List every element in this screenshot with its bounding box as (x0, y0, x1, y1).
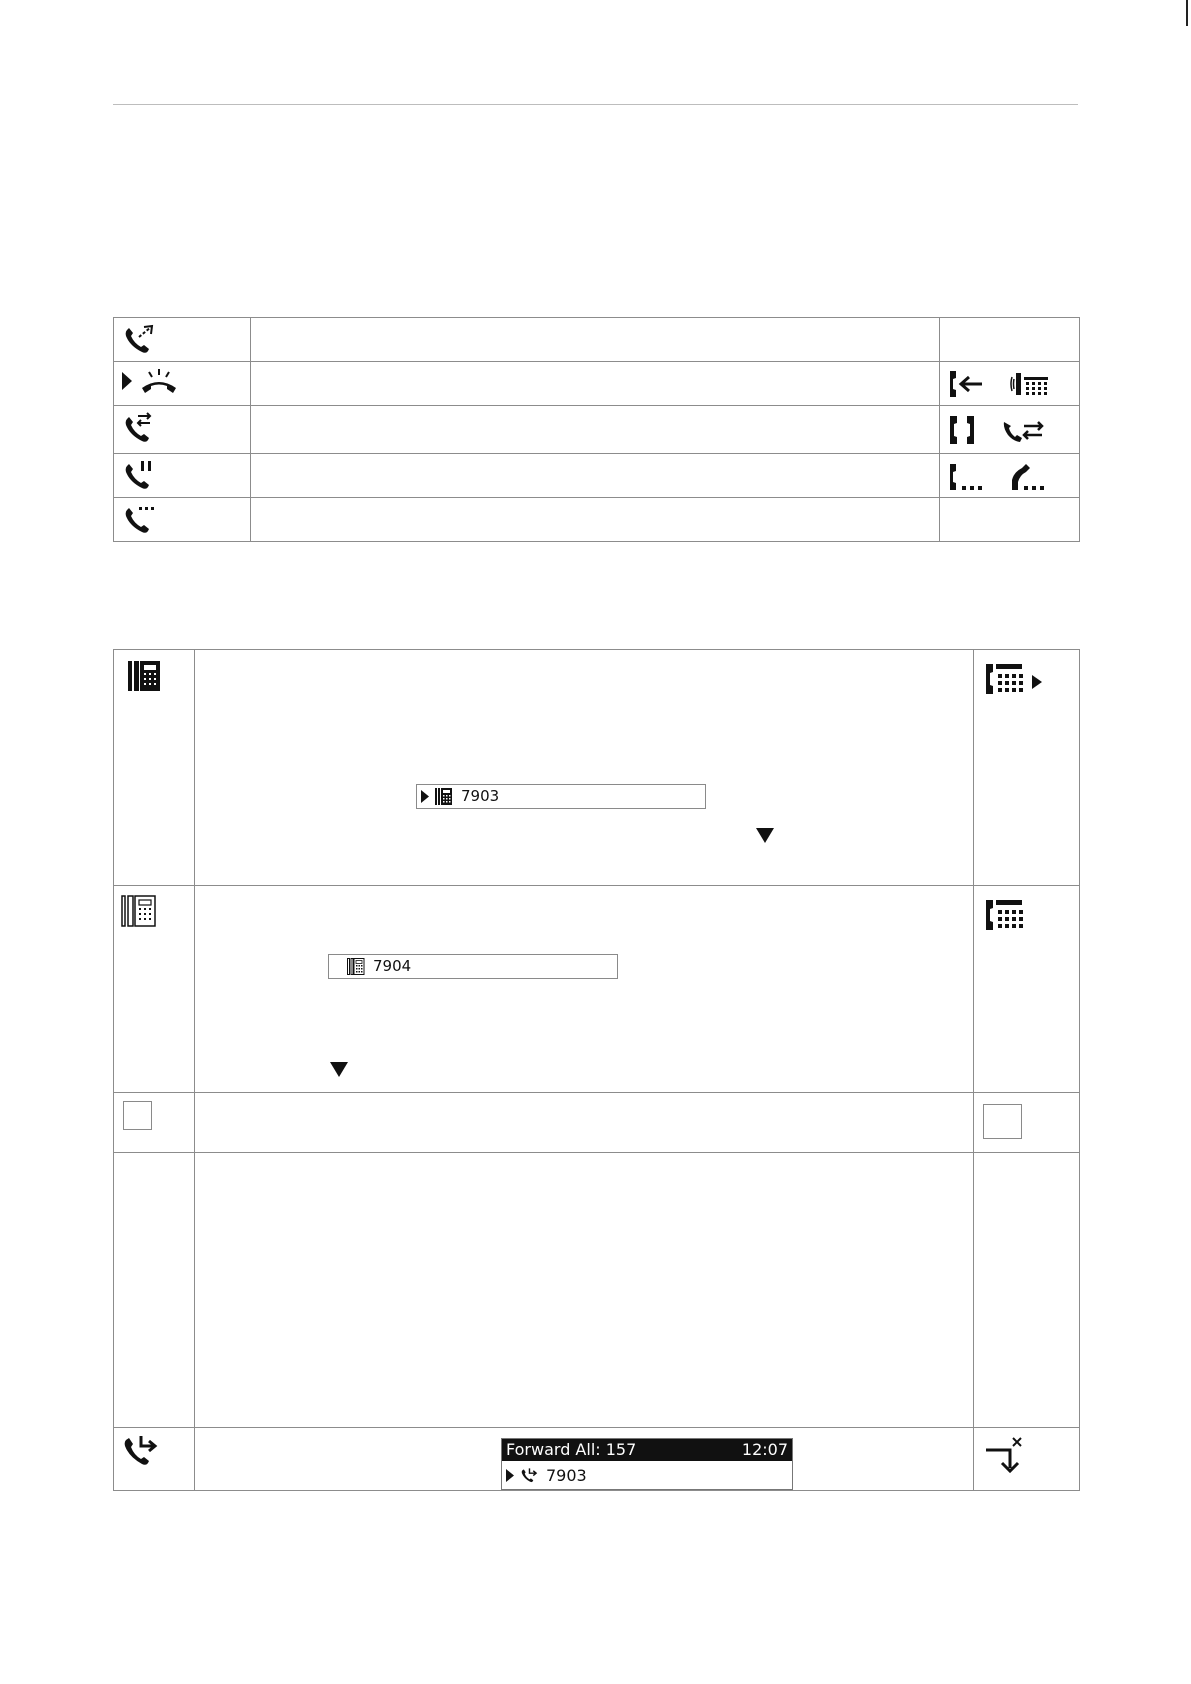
speaker-ringing-icon (1010, 371, 1050, 397)
selection-arrow-icon (421, 790, 429, 803)
alt-icon-cell (940, 362, 1080, 406)
call-on-hold-icon (122, 459, 154, 493)
scroll-down-arrow-icon (330, 1062, 348, 1077)
table-row (114, 650, 1080, 886)
icon-cell (114, 362, 251, 406)
header-rule (113, 104, 1078, 105)
selection-arrow-icon (506, 1469, 514, 1482)
call-transfer-icon (122, 412, 154, 446)
page-edge-mark (1186, 0, 1188, 26)
alt-icon-cell (940, 498, 1080, 542)
description-cell (251, 498, 940, 542)
line-number: 7904 (373, 957, 412, 975)
blank-square-icon (983, 1104, 1022, 1139)
call-forward-icon (520, 1467, 538, 1485)
icon-cell (114, 406, 251, 454)
alt-icon-cell (940, 454, 1080, 498)
table-row (114, 498, 1080, 542)
blank-line-icon (123, 1101, 152, 1130)
description-cell (251, 318, 940, 362)
forward-cancelled-icon (984, 1436, 1024, 1474)
incoming-ringing-call-icon (140, 368, 178, 396)
call-waiting-icon (122, 503, 158, 537)
handset-hold-icon (948, 462, 984, 492)
alt-icon-cell (940, 406, 1080, 454)
icon-cell (114, 1093, 195, 1153)
alt-icon-cell (974, 650, 1080, 886)
icon-cell (114, 1428, 195, 1491)
table-row (114, 362, 1080, 406)
icon-cell (114, 886, 195, 1093)
icon-cell (114, 318, 251, 362)
line-7903-screen (416, 784, 706, 809)
description-cell (195, 886, 974, 1093)
line-in-use-icon (435, 788, 453, 805)
line-in-use-icon (126, 659, 162, 693)
description-cell (195, 650, 974, 886)
clock-time: 12:07 (741, 1440, 788, 1459)
alt-icon-cell (974, 1428, 1080, 1491)
handset-remote-hold-icon (1010, 460, 1046, 492)
description-cell (195, 1093, 974, 1153)
icon-cell (114, 650, 195, 886)
icon-cell (114, 498, 251, 542)
call-forward-icon (121, 1433, 159, 1471)
alt-icon-cell (974, 886, 1080, 1093)
table-row (114, 886, 1080, 1093)
call-state-icons-table (113, 317, 1080, 542)
line-number: 7903 (461, 787, 500, 805)
description-cell (251, 454, 940, 498)
description-cell (251, 362, 940, 406)
alt-icon-cell (974, 1153, 1080, 1428)
desk-phone-selected-icon (984, 660, 1046, 698)
outgoing-call-icon (122, 324, 154, 356)
table-row (114, 1093, 1080, 1153)
forward-all-label: Forward All: 157 (506, 1440, 637, 1459)
description-cell (195, 1153, 974, 1428)
table-row (114, 1153, 1080, 1428)
line-idle-icon (347, 958, 365, 975)
scroll-down-arrow-icon (756, 828, 774, 843)
description-cell (251, 406, 940, 454)
forward-status-bar (502, 1439, 792, 1461)
forward-all-screen (501, 1438, 793, 1490)
handset-incoming-arrow-icon (948, 369, 984, 399)
table-row (114, 454, 1080, 498)
line-number: 7903 (546, 1466, 587, 1485)
table-row (114, 406, 1080, 454)
line-7904-screen (328, 954, 618, 979)
forward-line-row (502, 1463, 792, 1489)
alt-icon-cell (974, 1093, 1080, 1153)
handset-connected-icon (948, 414, 976, 446)
table-row (114, 318, 1080, 362)
line-status-icons-table (113, 649, 1080, 1491)
icon-cell (114, 454, 251, 498)
desk-phone-icon (984, 896, 1026, 934)
alt-icon-cell (940, 318, 1080, 362)
selection-arrow-icon (122, 372, 132, 390)
icon-cell (114, 1153, 195, 1428)
call-transfer-arrows-icon (1002, 418, 1046, 444)
line-idle-icon (120, 894, 158, 928)
